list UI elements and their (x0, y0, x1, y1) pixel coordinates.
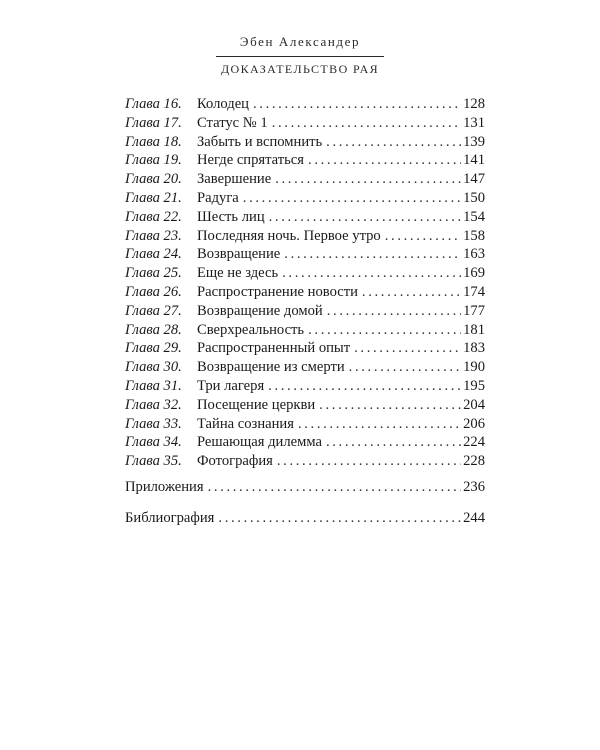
chapter-label: Глава 35. (125, 453, 182, 470)
chapter-title: Три лагеря (197, 377, 265, 394)
toc-entry (125, 339, 485, 358)
chapter-title: Возвращение домой (197, 302, 323, 319)
chapter-title: Возвращение (197, 246, 281, 263)
chapter-label: Глава 27. (125, 302, 182, 319)
dot-leader (243, 189, 461, 208)
chapter-label: Глава 18. (125, 133, 182, 150)
page-number: 244 (463, 509, 485, 526)
chapter-label: Глава 29. (125, 340, 182, 357)
toc-entry (125, 245, 485, 264)
page-number: 163 (463, 246, 485, 263)
page-number: 139 (463, 133, 485, 150)
chapter-title: Сверхреальность (197, 321, 305, 338)
page-number: 158 (463, 227, 485, 244)
chapter-title: Тайна сознания (197, 415, 294, 432)
table-of-contents (125, 95, 485, 471)
toc-entry (125, 321, 485, 340)
book-title: ДОКАЗАТЕЛЬСТВО РАЯ (220, 62, 380, 76)
dot-leader (362, 283, 461, 302)
toc-entry (125, 302, 485, 321)
dot-leader (308, 321, 461, 340)
page-number: 190 (463, 359, 485, 376)
toc-entry (125, 415, 485, 434)
author-name: Эбен Александер (239, 34, 361, 49)
dot-leader (218, 509, 461, 528)
dot-leader (272, 114, 461, 133)
dot-leader (284, 245, 461, 264)
chapter-label: Глава 23. (125, 227, 182, 244)
chapter-title: Забыть и вспомнить (197, 133, 323, 150)
page-number: 174 (463, 283, 485, 300)
chapter-title: Шесть лиц (197, 208, 265, 225)
dot-leader (269, 208, 461, 227)
page-number: 183 (463, 340, 485, 357)
chapter-label: Глава 30. (125, 359, 182, 376)
chapter-label: Глава 32. (125, 396, 182, 413)
chapter-title: Фотография (197, 453, 273, 470)
chapter-title: Последняя ночь. Первое утро (197, 227, 381, 244)
toc-entry (125, 452, 485, 471)
chapter-title: Завершение (197, 171, 272, 188)
toc-entry (125, 151, 485, 170)
dot-leader (327, 302, 461, 321)
chapter-title: Еще не здесь (197, 265, 279, 282)
toc-entry (125, 170, 485, 189)
dot-leader (308, 151, 461, 170)
toc-entry (125, 358, 485, 377)
chapter-label: Глава 17. (125, 114, 182, 131)
chapter-title: Колодец (197, 96, 249, 112)
dot-leader (354, 339, 461, 358)
page-number: 177 (463, 302, 485, 319)
chapter-label: Глава 21. (125, 189, 182, 206)
page-number: 236 (463, 479, 485, 495)
chapter-label: Глава 34. (125, 434, 182, 451)
chapter-title: Возвращение из смерти (197, 359, 345, 376)
chapter-title: Негде спрятаться (197, 152, 305, 169)
dot-leader (298, 415, 461, 434)
section-title: Библиография (125, 509, 215, 526)
dot-leader (349, 358, 461, 377)
toc-entry (125, 396, 485, 415)
page-number: 128 (463, 96, 485, 112)
chapter-label: Глава 31. (125, 377, 182, 394)
page-number: 224 (463, 434, 485, 451)
chapter-label: Глава 33. (125, 415, 182, 432)
toc-entry (125, 509, 485, 528)
chapter-label: Глава 25. (125, 265, 182, 282)
dot-leader (326, 433, 461, 452)
dot-leader (319, 396, 461, 415)
toc-entry (125, 377, 485, 396)
toc-entry (125, 264, 485, 283)
chapter-title: Распространение новости (197, 283, 358, 300)
chapter-label: Глава 22. (125, 208, 182, 225)
toc-entry (125, 478, 485, 497)
section-title: Приложения (125, 479, 204, 495)
page-number: 228 (463, 453, 485, 470)
page-number: 169 (463, 265, 485, 282)
chapter-title: Радуга (197, 189, 239, 206)
chapter-label: Глава 16. (125, 96, 182, 112)
toc-entry (125, 283, 485, 302)
page-number: 147 (463, 171, 485, 188)
chapter-label: Глава 20. (125, 171, 182, 188)
chapter-label: Глава 26. (125, 283, 182, 300)
page-number: 131 (463, 114, 485, 131)
page-number: 181 (463, 321, 485, 338)
page-number: 195 (463, 377, 485, 394)
chapter-title: Распространенный опыт (197, 340, 351, 357)
toc-entry (125, 133, 485, 152)
chapter-title: Статус № 1 (197, 114, 268, 131)
page-number: 206 (463, 415, 485, 432)
page-number: 141 (463, 152, 485, 169)
toc-entry (125, 114, 485, 133)
running-head (0, 34, 600, 77)
dot-leader (277, 452, 461, 471)
toc-entry (125, 189, 485, 208)
dot-leader (253, 95, 461, 114)
dot-leader (268, 377, 461, 396)
toc-entry (125, 433, 485, 452)
toc-entry (125, 227, 485, 246)
page-number: 150 (463, 189, 485, 206)
dot-leader (275, 170, 461, 189)
dot-leader (326, 133, 461, 152)
chapter-title: Решающая дилемма (197, 434, 322, 451)
header-rule (216, 56, 384, 57)
chapter-label: Глава 19. (125, 152, 182, 169)
page-number: 154 (463, 208, 485, 225)
chapter-title: Посещение церкви (197, 396, 316, 413)
chapter-label: Глава 28. (125, 321, 182, 338)
dot-leader (282, 264, 461, 283)
page-number: 204 (463, 396, 485, 413)
dot-leader (385, 227, 461, 246)
appendix-entries (125, 478, 485, 540)
chapter-label: Глава 24. (125, 246, 182, 263)
dot-leader (208, 478, 462, 497)
toc-entry (125, 95, 485, 114)
toc-entry (125, 208, 485, 227)
